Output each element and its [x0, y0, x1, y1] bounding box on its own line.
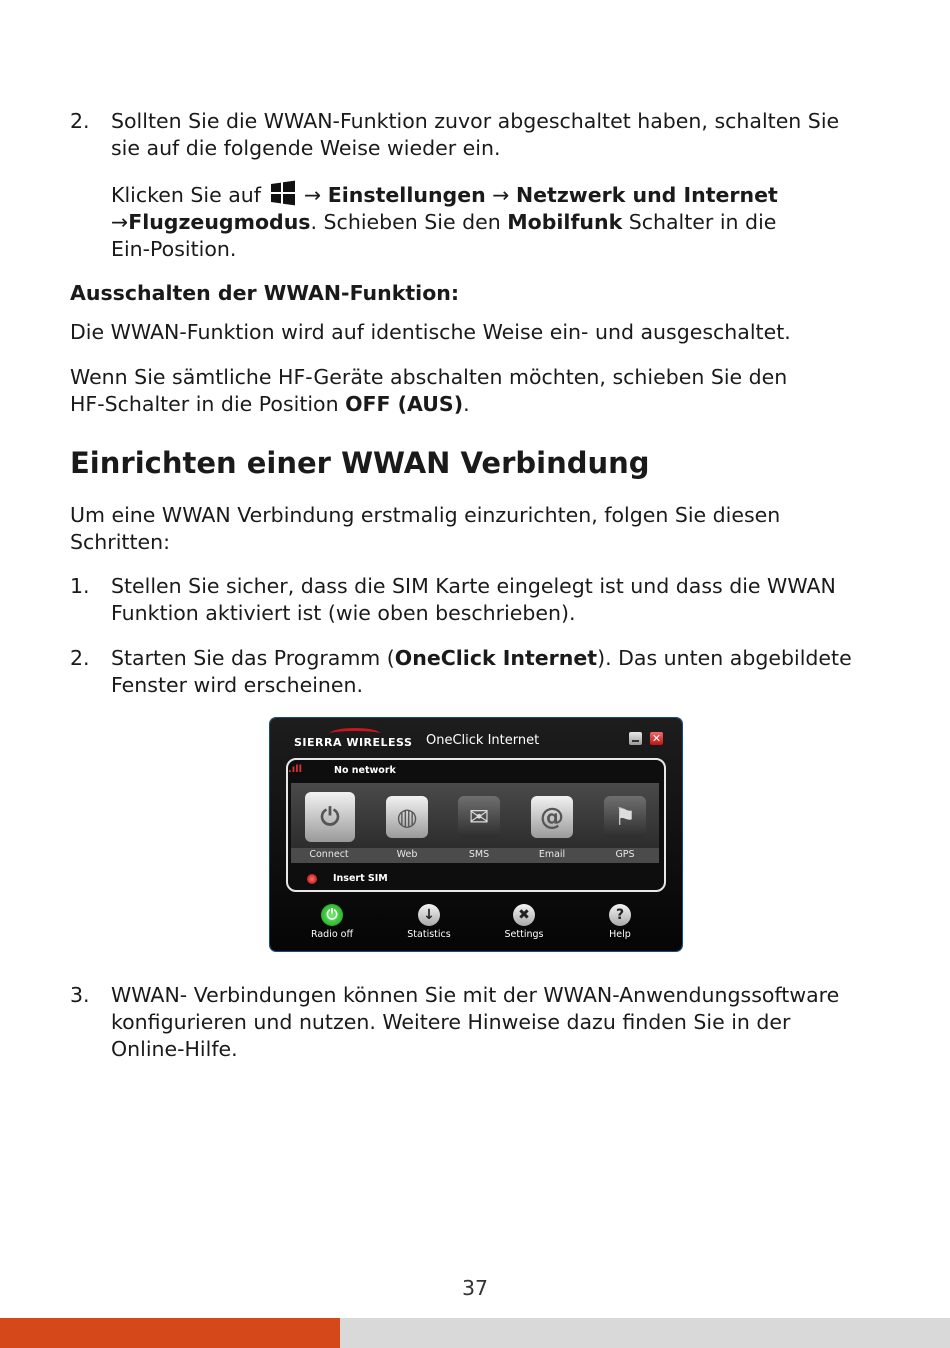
- sim-status: Insert SIM: [333, 873, 388, 884]
- sim-status-led-icon: [307, 874, 317, 884]
- bold-term: Mobilfunk: [507, 210, 623, 234]
- instruction-paragraph: [111, 180, 778, 263]
- arrow-icon: →: [111, 210, 129, 234]
- statistics-label: Statistics: [407, 929, 451, 940]
- footer-gray-bar: [340, 1318, 950, 1348]
- tile-label-gps: GPS: [615, 849, 635, 860]
- text: . Schieben Sie den: [310, 210, 508, 234]
- paragraph: [70, 502, 780, 556]
- text: ). Das unten abgebildete: [597, 646, 852, 670]
- footer-accent-bar: [0, 1318, 340, 1348]
- web-globe-icon[interactable]: ◍: [386, 796, 428, 838]
- text: Starten Sie das Programm (: [111, 646, 395, 670]
- brand-logo: SIERRA WIRELESS: [294, 736, 413, 749]
- settings-label: Settings: [504, 929, 544, 940]
- gps-flag-icon[interactable]: ⚑: [604, 796, 646, 838]
- statistics-arrow-icon[interactable]: ↓: [418, 904, 440, 926]
- list-item: [111, 645, 852, 699]
- list-number: 1.: [70, 574, 90, 598]
- text-line: Online-Hilfe.: [111, 1037, 238, 1061]
- email-at-icon[interactable]: @: [531, 796, 573, 838]
- bold-term: OneClick Internet: [394, 646, 598, 670]
- paragraph: [111, 108, 839, 162]
- settings-tools-icon[interactable]: ✖: [513, 904, 535, 926]
- text-line: konfigurieren und nutzen. Weitere Hinweise dazu finden Sie in der: [111, 1010, 791, 1034]
- arrow-icon: →: [304, 183, 322, 207]
- signal-icon: .ıll: [288, 764, 303, 775]
- text-line: Um eine WWAN Verbindung erstmalig einzurichten, folgen Sie diesen: [70, 503, 781, 527]
- radio-off-label: Radio off: [310, 929, 354, 940]
- help-question-icon[interactable]: ?: [609, 904, 631, 926]
- text: Klicken Sie auf: [111, 183, 261, 207]
- list-item: [111, 573, 836, 627]
- section-title: Einrichten einer WWAN Verbindung: [70, 446, 650, 480]
- paragraph: Die WWAN-Funktion wird auf identische Weise ein- und ausgeschaltet.: [70, 320, 791, 344]
- text-line: Sollten Sie die WWAN-Funktion zuvor abgeschaltet haben, schalten Sie: [111, 109, 840, 133]
- minimize-button[interactable]: [629, 732, 642, 745]
- text: HF-Schalter in die Position: [70, 392, 346, 416]
- list-number: 3.: [70, 983, 90, 1007]
- menu-path-airplane: Flugzeugmodus: [128, 210, 311, 234]
- tile-label-sms: SMS: [468, 849, 490, 860]
- list-number: 2.: [70, 646, 90, 670]
- text-line: WWAN- Verbindungen können Sie mit der WWAN-Anwendungssoftware: [111, 983, 840, 1007]
- text-line: Stellen Sie sicher, dass die SIM Karte eingelegt ist und dass die WWAN: [111, 574, 836, 598]
- list-item: [111, 982, 839, 1063]
- app-title: OneClick Internet: [426, 733, 540, 748]
- radio-power-icon[interactable]: ⏻: [321, 904, 343, 926]
- sms-icon[interactable]: ✉: [458, 796, 500, 838]
- text-line: Wenn Sie sämtliche HF-Geräte abschalten möchten, schieben Sie den: [70, 365, 788, 389]
- tile-label-connect: Connect: [309, 849, 349, 860]
- tile-label-web: Web: [396, 849, 418, 860]
- windows-logo-icon: [270, 180, 296, 206]
- help-label: Help: [609, 929, 631, 940]
- text-line: Schritten:: [70, 530, 170, 554]
- paragraph: [70, 364, 787, 418]
- network-status: No network: [334, 765, 396, 776]
- oneclick-app-screenshot: [270, 718, 682, 951]
- text-line: Fenster wird erscheinen.: [111, 673, 364, 697]
- text-line: Funktion aktiviert ist (wie oben beschrieben).: [111, 601, 576, 625]
- list-number: 2.: [70, 109, 90, 133]
- subheading: Ausschalten der WWAN-Funktion:: [70, 281, 460, 305]
- bold-term: OFF (AUS): [345, 392, 464, 416]
- close-button[interactable]: ✕: [651, 732, 662, 745]
- text: Schalter in die: [622, 210, 777, 234]
- text: .: [463, 392, 470, 416]
- connect-power-icon[interactable]: ⏻: [305, 792, 355, 842]
- menu-path-network: Netzwerk und Internet: [515, 183, 778, 207]
- text-line: sie auf die folgende Weise wieder ein.: [111, 136, 501, 160]
- arrow-icon: →: [492, 183, 510, 207]
- text-line: Ein-Position.: [111, 237, 237, 261]
- menu-path-settings: Einstellungen: [327, 183, 486, 207]
- tile-label-email: Email: [538, 849, 566, 860]
- page-number: 37: [461, 1276, 489, 1300]
